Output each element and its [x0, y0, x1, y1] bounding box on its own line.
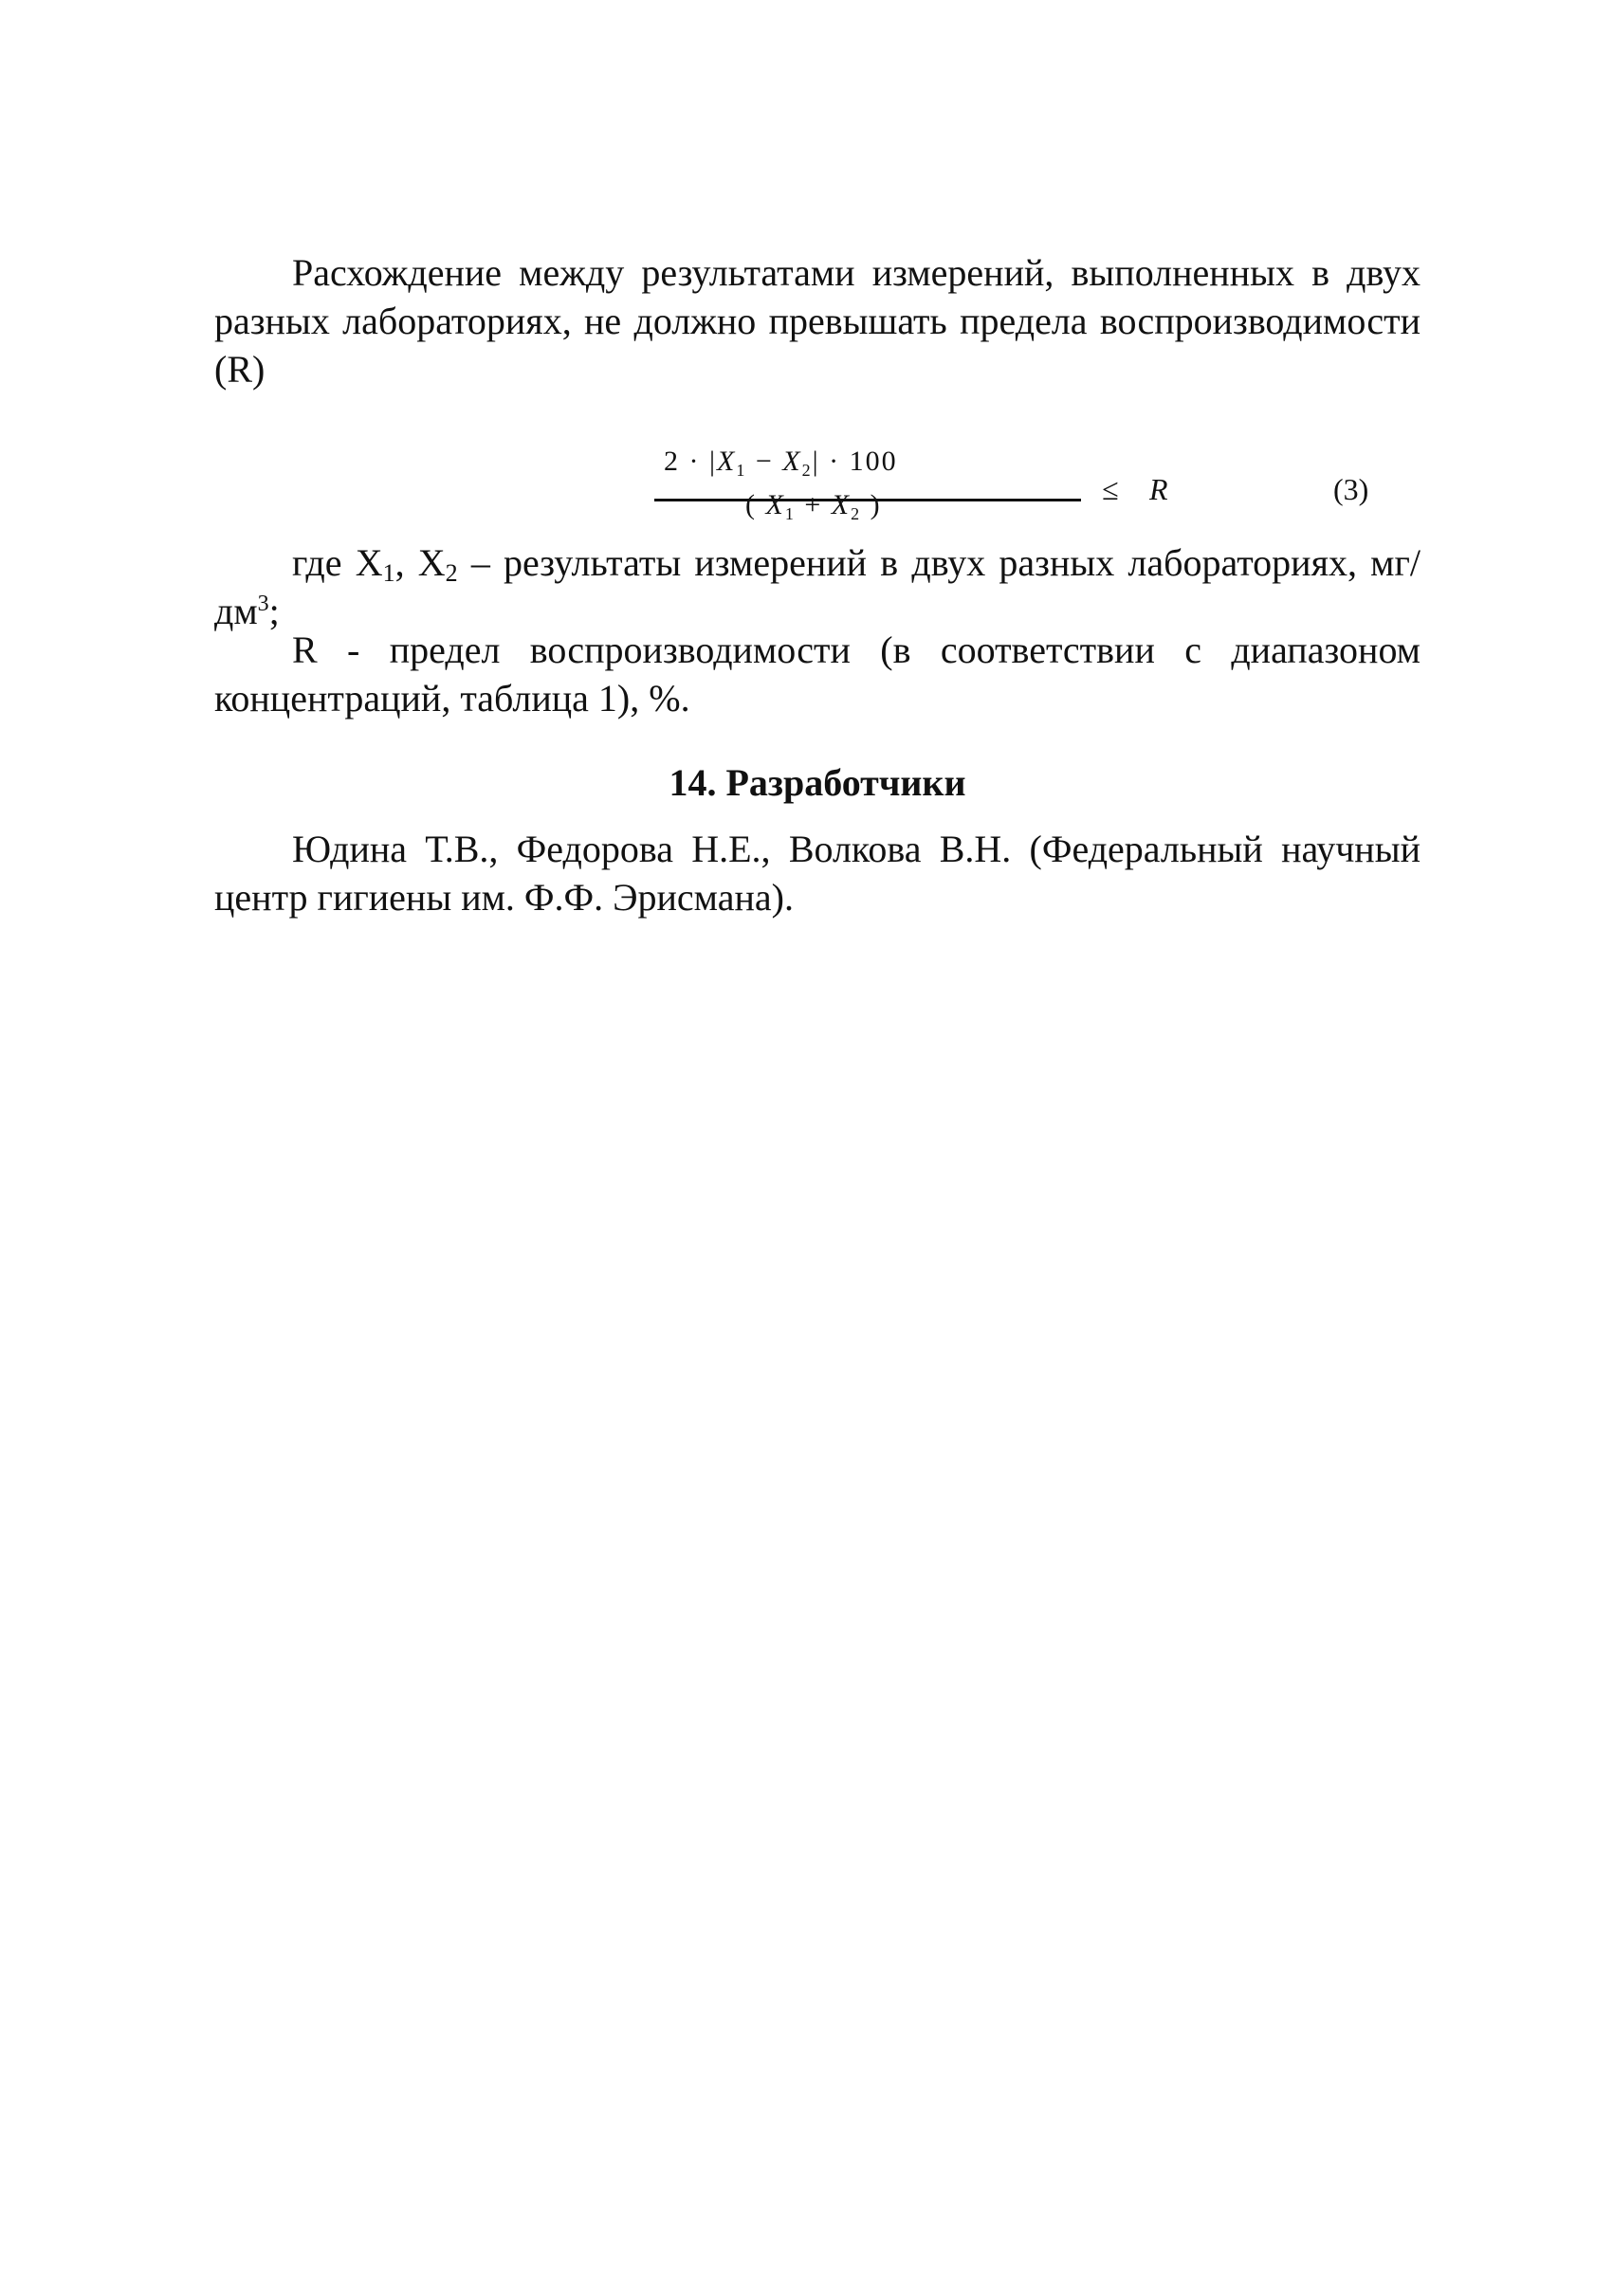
- equation-number: (3): [1333, 472, 1369, 506]
- formula-numerator: [664, 446, 898, 481]
- where-paragraph: [214, 538, 1421, 635]
- abs-close: |: [812, 446, 820, 477]
- less-or-equal-sign: ≤: [1102, 472, 1119, 506]
- formula-r-symbol: R: [1149, 472, 1168, 506]
- where-sup: 3: [257, 592, 269, 616]
- denominator-plus: +: [804, 489, 823, 520]
- denominator-x1: X: [765, 489, 785, 520]
- denominator-sub1: 1: [784, 504, 796, 523]
- numerator-sub1: 1: [736, 461, 747, 480]
- where-sub2: 2: [445, 559, 458, 587]
- numerator-sub2: 2: [801, 461, 813, 480]
- formula-fraction: [654, 438, 1081, 533]
- intro-paragraph: Расхождение между результатами измерений, выполненных в двух разных лабораториях, не должно превышать предела воспроизводимости (R): [214, 251, 1421, 391]
- numerator-coefficient: 2 ·: [664, 446, 701, 477]
- numerator-x2: X: [782, 446, 802, 477]
- where-mid: , X: [394, 541, 446, 584]
- abs-open: |: [709, 446, 718, 477]
- numerator-x1: X: [717, 446, 737, 477]
- numerator-times-100: · 100: [829, 446, 898, 477]
- denominator-open-paren: (: [745, 489, 757, 520]
- where-rest: – результаты измерений в двух разных лабораториях, мг/дм: [214, 541, 1421, 632]
- where-sub1: 1: [382, 559, 395, 587]
- denominator-close-paren: ): [870, 489, 882, 520]
- r-definition-paragraph: R - предел воспроизводимости (в соответствии с диапазоном концентраций, таблица 1), %.: [214, 629, 1421, 720]
- developers-paragraph: Юдина Т.В., Федорова Н.Е., Волкова В.Н. (Федеральный научный центр гигиены им. Ф.Ф. Эрисмана).: [214, 828, 1421, 919]
- formula-denominator: [745, 489, 882, 524]
- denominator-x2: X: [831, 489, 852, 520]
- section-heading: 14. Разработчики: [669, 761, 966, 804]
- numerator-minus: −: [755, 446, 774, 477]
- where-end: ;: [268, 590, 280, 632]
- reproducibility-formula: [654, 438, 1413, 533]
- where-prefix: где X: [292, 541, 383, 584]
- denominator-sub2: 2: [851, 504, 862, 523]
